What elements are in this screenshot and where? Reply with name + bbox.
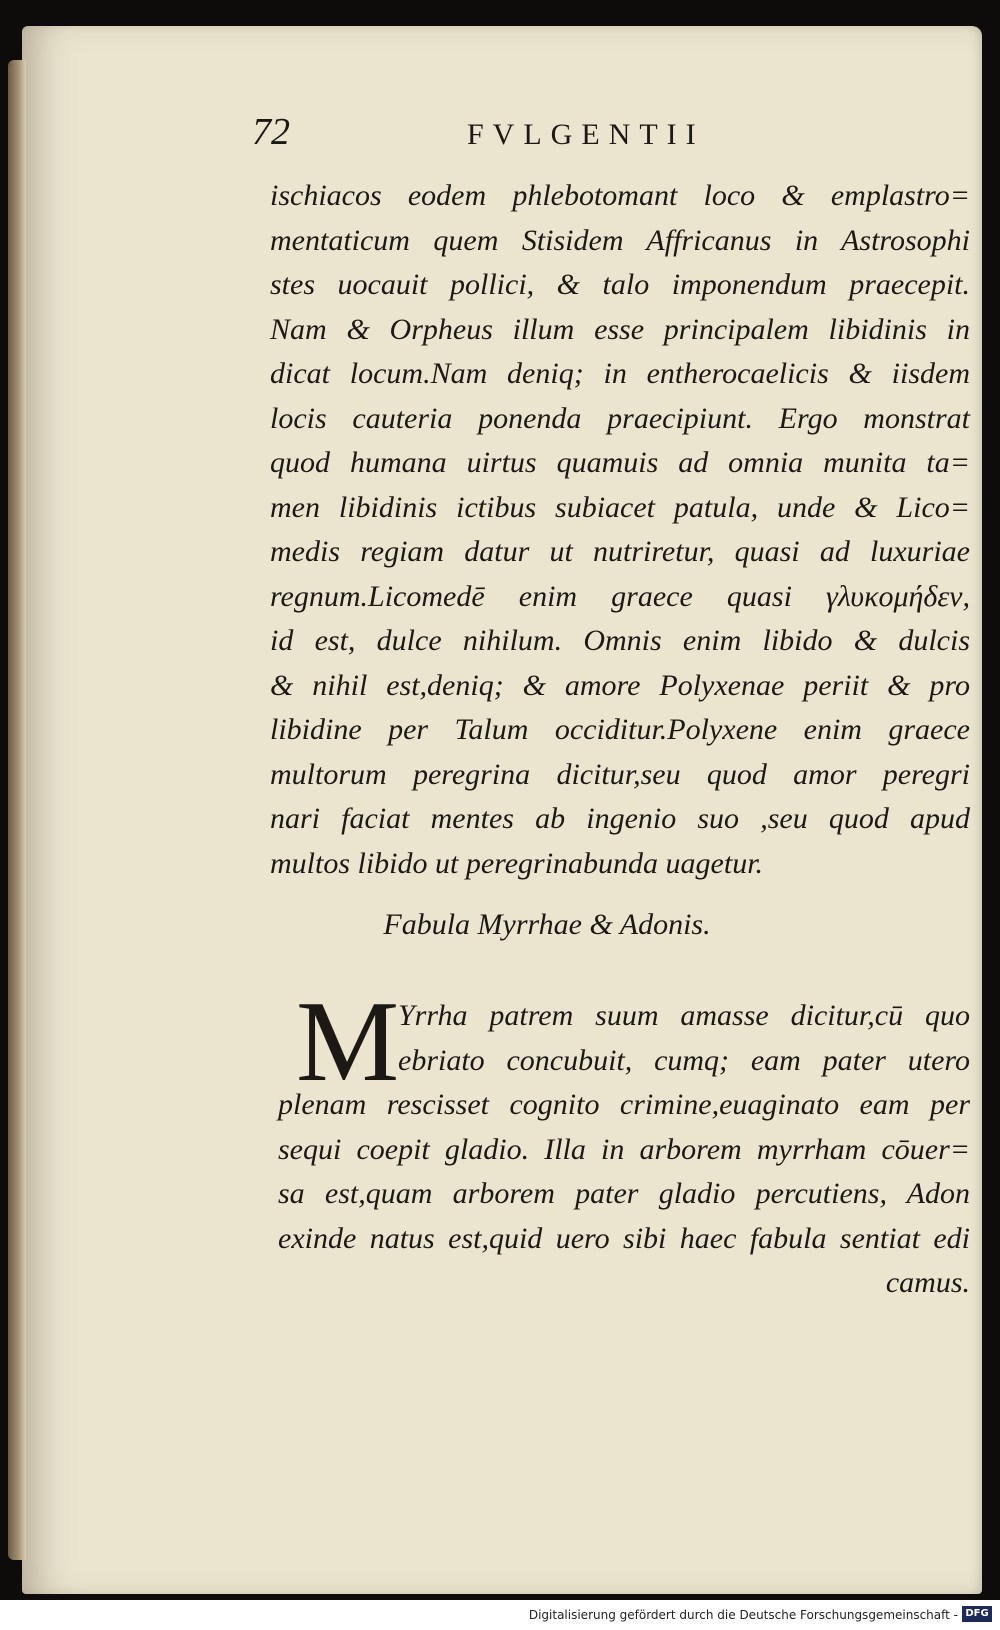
text-line: id est, dulce nihilum. Omnis enim libido & dulcis	[270, 624, 970, 657]
page-header	[22, 110, 982, 153]
text-line: sa est,quam arborem pater gladio percutiens, Adon	[278, 1177, 970, 1210]
text-line: multorum peregrina dicitur,seu quod amor peregri	[270, 757, 970, 791]
text-line: libidine per Talum occiditur.Polyxene enim graece	[270, 713, 970, 746]
text-line: men libidinis ictibus subiacet patula, unde & Lico=	[270, 490, 970, 524]
text-line: stes uocauit pollici, & talo imponendum praecepit.	[270, 268, 970, 301]
text-line: camus.	[885, 1266, 970, 1299]
text-line: ebriato concubuit, cumq; eam pater utero	[398, 1043, 970, 1077]
section-heading: Fabula Myrrhae & Adonis.	[383, 908, 711, 941]
body-text	[270, 174, 970, 886]
text-line: locis cauteria ponenda praecipiunt. Ergo monstrat	[270, 401, 970, 435]
text-line: mentaticum quem Stisidem Affricanus in Astrosophi	[270, 223, 970, 257]
text-line: dicat locum.Nam deniq; in entherocaelicis & iisdem	[270, 357, 970, 390]
section-text	[278, 978, 970, 1306]
text-line: Yrrha patrem suum amasse dicitur,cū quo	[398, 999, 970, 1032]
text-line: regnum.Licomedē enim graece quasi γλυκομήδεν,	[270, 579, 970, 613]
text-line: medis regiam datur ut nutriretur, quasi ad luxuriae	[270, 535, 970, 568]
text-line: plenam rescisset cognito crimine,euaginato eam per	[278, 1088, 970, 1121]
running-head: FVLGENTII	[467, 118, 705, 151]
text-line: & nihil est,deniq; & amore Polyxenae periit & pro	[270, 668, 970, 702]
page-number: 72	[252, 111, 290, 153]
text-line: sequi coepit gladio. Illa in arborem myrrham cōuer=	[278, 1132, 970, 1166]
page-edge	[8, 60, 26, 1560]
drop-cap: M	[296, 978, 400, 1106]
footer-bar	[0, 1600, 1000, 1630]
text-line: ischiacos eodem phlebotomant loco & emplastro=	[270, 179, 970, 212]
book-page	[22, 26, 982, 1594]
text-line: quod humana uirtus quamuis ad omnia munita ta=	[270, 446, 970, 479]
text-line: exinde natus est,quid uero sibi haec fabula sentiat edi	[278, 1221, 970, 1255]
text-line: multos libido ut peregrinabunda uagetur.	[270, 846, 764, 880]
dfg-logo: DFG	[962, 1606, 992, 1622]
text-line: nari faciat mentes ab ingenio suo ,seu quod apud	[270, 802, 970, 835]
text-line: Nam & Orpheus illum esse principalem libidinis in	[270, 312, 970, 346]
footer-credit: Digitalisierung gefördert durch die Deutsche Forschungsgemeinschaft -	[528, 1608, 958, 1622]
